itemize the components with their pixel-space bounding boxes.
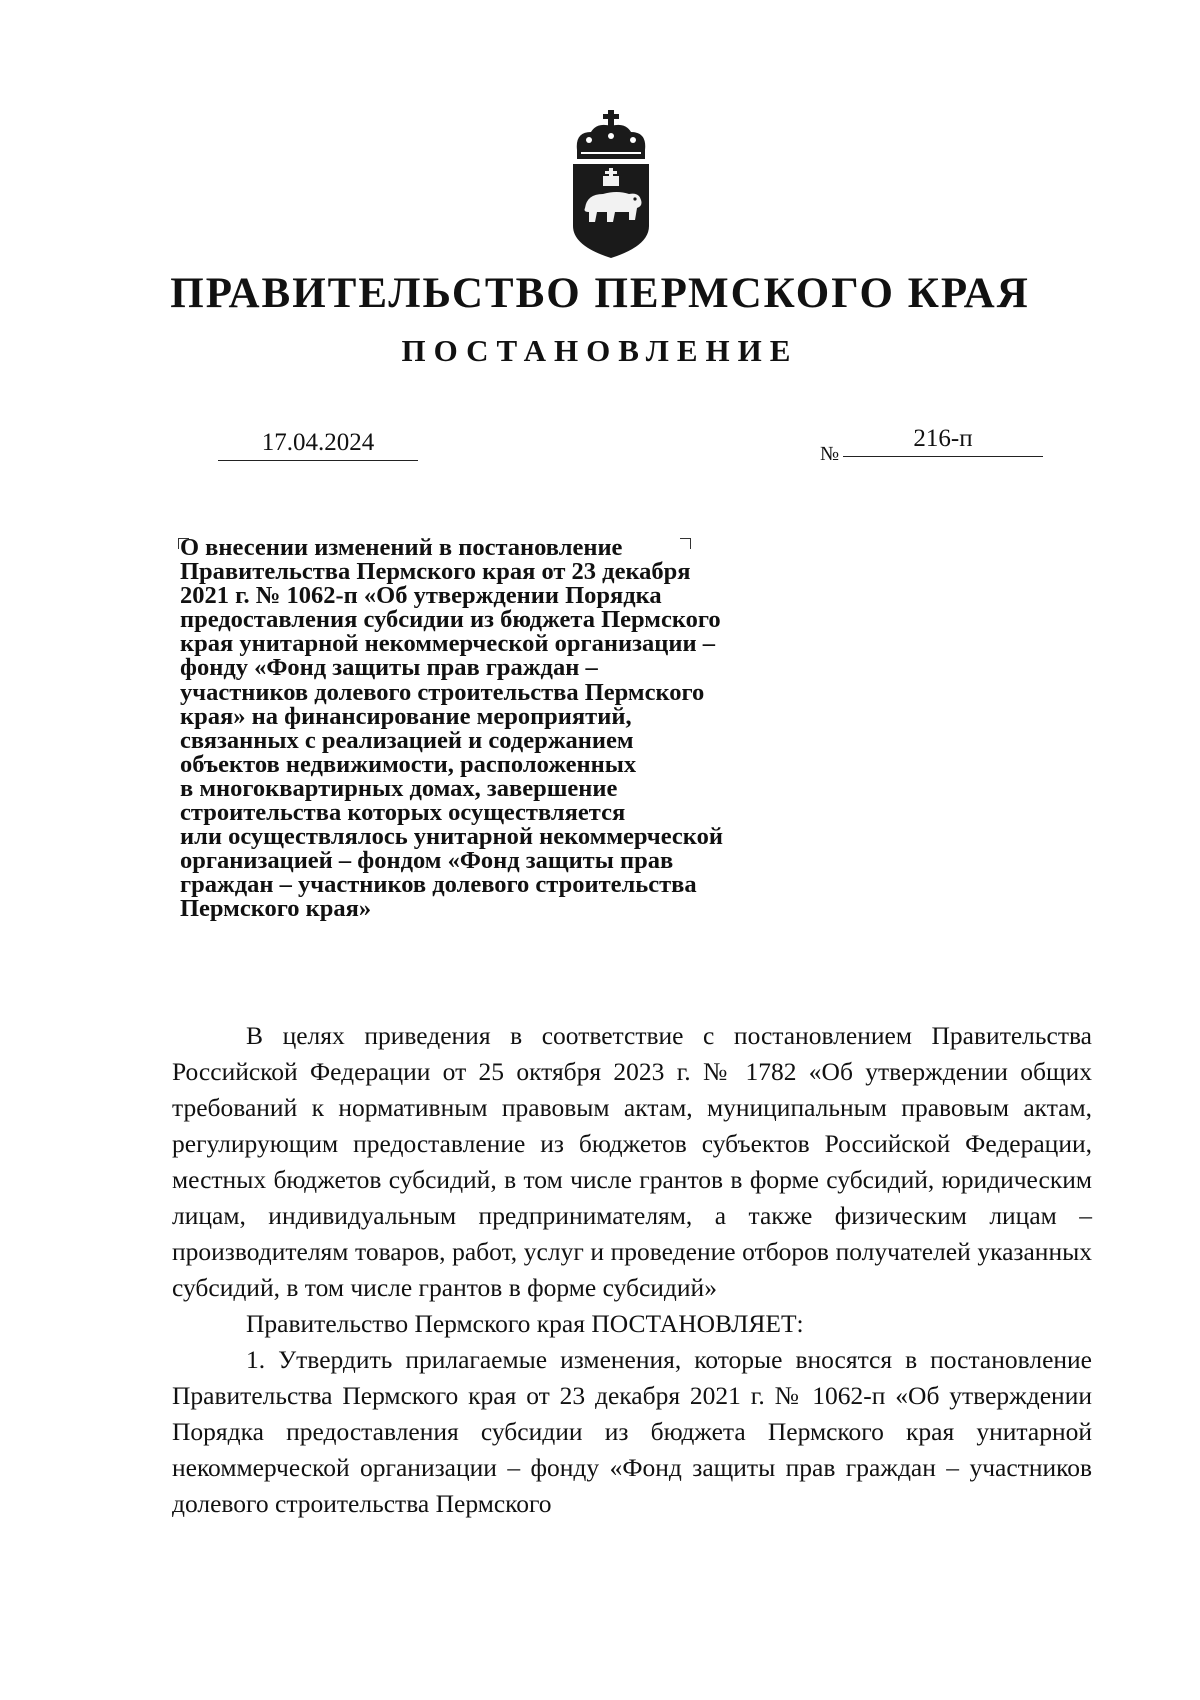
subject-line: О внесении изменений в постановление <box>180 534 623 561</box>
subject-line: края унитарной некоммерческой организации – <box>180 630 715 658</box>
coat-of-arms-icon <box>567 108 655 260</box>
subject-line: объектов недвижимости, расположенных <box>180 750 637 778</box>
document-type: ПОСТАНОВЛЕНИЕ <box>401 333 799 368</box>
subject-line: строительства которых осуществляется <box>180 799 626 827</box>
government-title: ПРАВИТЕЛЬСТВО ПЕРМСКОГО КРАЯ <box>170 270 1030 317</box>
subject-line: или осуществлялось унитарной некоммерческой <box>180 823 723 851</box>
subject-line: 2021 г. № 1062-п «Об утверждении Порядка <box>180 582 662 610</box>
number-label: № <box>820 443 840 465</box>
subject-line: в многоквартирных домах, завершение <box>180 774 618 802</box>
subject-line: граждан – участников долевого строительства <box>180 871 697 899</box>
resolves-paragraph: Правительство Пермского края ПОСТАНОВЛЯЕТ: <box>246 1309 804 1338</box>
document-body <box>172 1018 1092 1522</box>
subject-line: участников долевого строительства Пермского <box>180 678 705 706</box>
subject-line: связанных с реализацией и содержанием <box>180 726 634 754</box>
document-subject <box>180 536 830 922</box>
document-date: 17.04.2024 <box>218 428 418 461</box>
subject-line: края» на финансирование мероприятий, <box>180 702 632 730</box>
preamble-paragraph: В целях приведения в соответствие с постановлением Правительства Российской Федерации от 25 октября 2023 г. № 1782 «Об утверждении общих требований к нормативным правовым актам, муниципальным правовым актам, регулирующим предоставление из бюджетов субъектов Российской Федерации, местных бюджетов субсидий, в том числе грантов в форме субсидий, юридическим лицам, индивидуальным предпринимателям, а также физическим лицам – производителям товаров, работ, услуг и проведение отборов получателей указанных субсидий, в том числе грантов в форме субсидий» <box>172 1021 1092 1302</box>
subject-line: Правительства Пермского края от 23 декабря <box>180 558 691 586</box>
subject-line: предоставления субсидии из бюджета Пермского <box>180 606 721 634</box>
subject-line: Пермского края» <box>180 895 372 923</box>
item-1-paragraph: 1. Утвердить прилагаемые изменения, которые вносятся в постановление Правительства Пермского края от 23 декабря 2021 г. № 1062-п «Об утверждении Порядка предоставления субсидии из бюджета Пермского края унитарной некоммерческой организации – фонду «Фонд защиты прав граждан – участников долевого строительства Пермского <box>172 1345 1092 1518</box>
document-number: 216-п <box>843 424 1043 457</box>
subject-line: организацией – фондом «Фонд защиты прав <box>180 847 674 875</box>
subject-line: фонду «Фонд защиты прав граждан – <box>180 654 598 682</box>
